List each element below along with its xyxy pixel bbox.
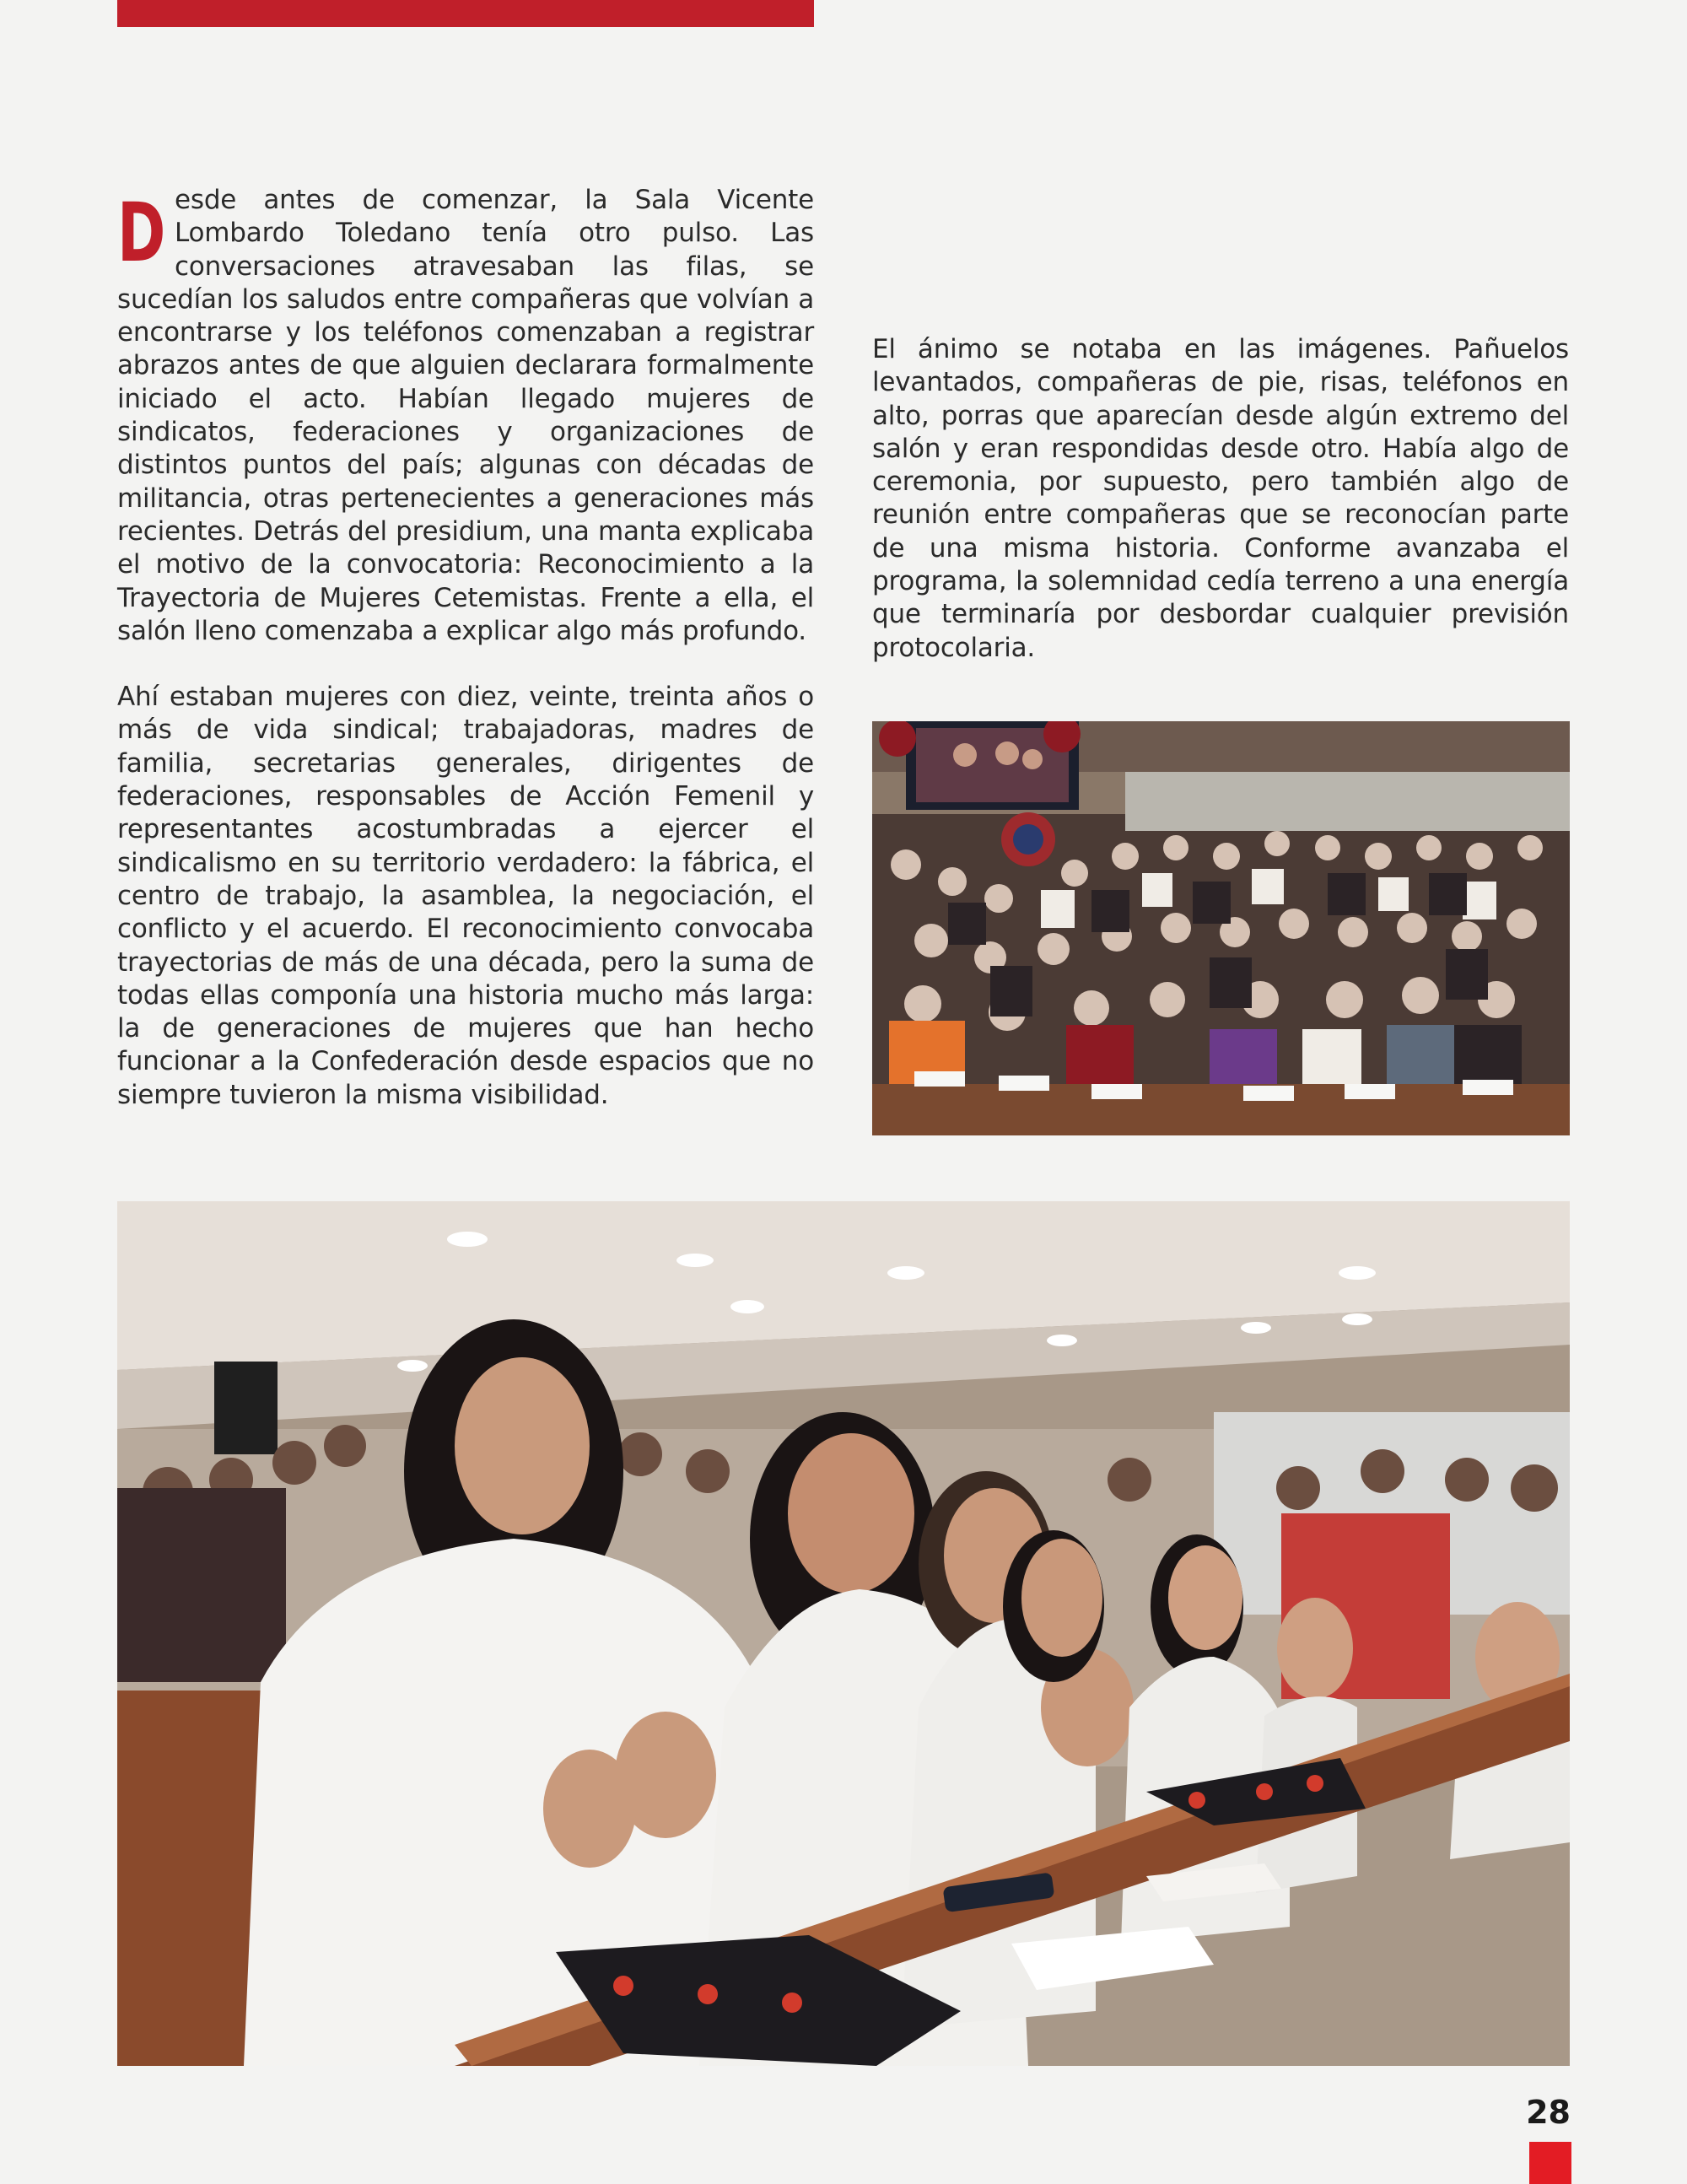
top-accent-bar (117, 0, 814, 27)
applauding-women-photo (117, 1201, 1570, 2066)
article-paragraph-1 (117, 184, 814, 648)
article-column-left (117, 184, 814, 1112)
article-column-right (872, 333, 1569, 665)
paragraph-1-text: esde antes de comenzar, la Sala Vicente Lombardo Toledano tenía otro pulso. Las conversaciones atravesaban las filas, se sucedían los saludos entre compañeras que volvían a encontrarse y los teléfonos comenzaban a registrar abrazos antes de que alguien declarara formalmente iniciado el acto. Habían llegado mujeres de sindicatos, federaciones y organizaciones de distintos puntos del país; algunas con décadas de militancia, otras pertenecientes a generaciones más recientes. Detrás del presidium, una manta explicaba el motivo de la convocatoria: Reconocimiento a la Trayectoria de Mujeres Cetemistas. Frente a ella, el salón lleno comenzaba a explicar algo más profundo. (117, 185, 814, 646)
drop-cap: D (117, 186, 166, 280)
page-marker (1529, 2142, 1571, 2184)
audience-photo (872, 721, 1570, 1135)
page-number: 28 (1526, 2094, 1571, 2131)
article-paragraph-2: Ahí estaban mujeres con diez, veinte, treinta años o más de vida sindical; trabajadoras, madres de familia, secretarias generales, dirigentes de federaciones, responsables de Acción Femenil y representantes acostumbradas a ejercer el sindicalismo en su territorio verdadero: la fábrica, el centro de trabajo, la asamblea, la negociación, el conflicto y el acuerdo. El reconocimiento convocaba trayectorias de más de una década, pero la suma de todas ellas componía una historia mucho más larga: la de generaciones de mujeres que han hecho funcionar a la Confederación desde espacios que no siempre tuvieron la misma visibilidad. (117, 682, 814, 1110)
article-paragraph-3: El ánimo se notaba en las imágenes. Pañuelos levantados, compañeras de pie, risas, teléfonos en alto, porras que aparecían desde algún extremo del salón y eran respondidas desde otro. Había algo de ceremonia, por supuesto, pero también algo de reunión entre compañeras que se reconocían parte de una misma historia. Conforme avanzaba el programa, la solemnidad cedía terreno a una energía que terminaría por desbordar cualquier previsión protocolaria. (872, 334, 1569, 663)
